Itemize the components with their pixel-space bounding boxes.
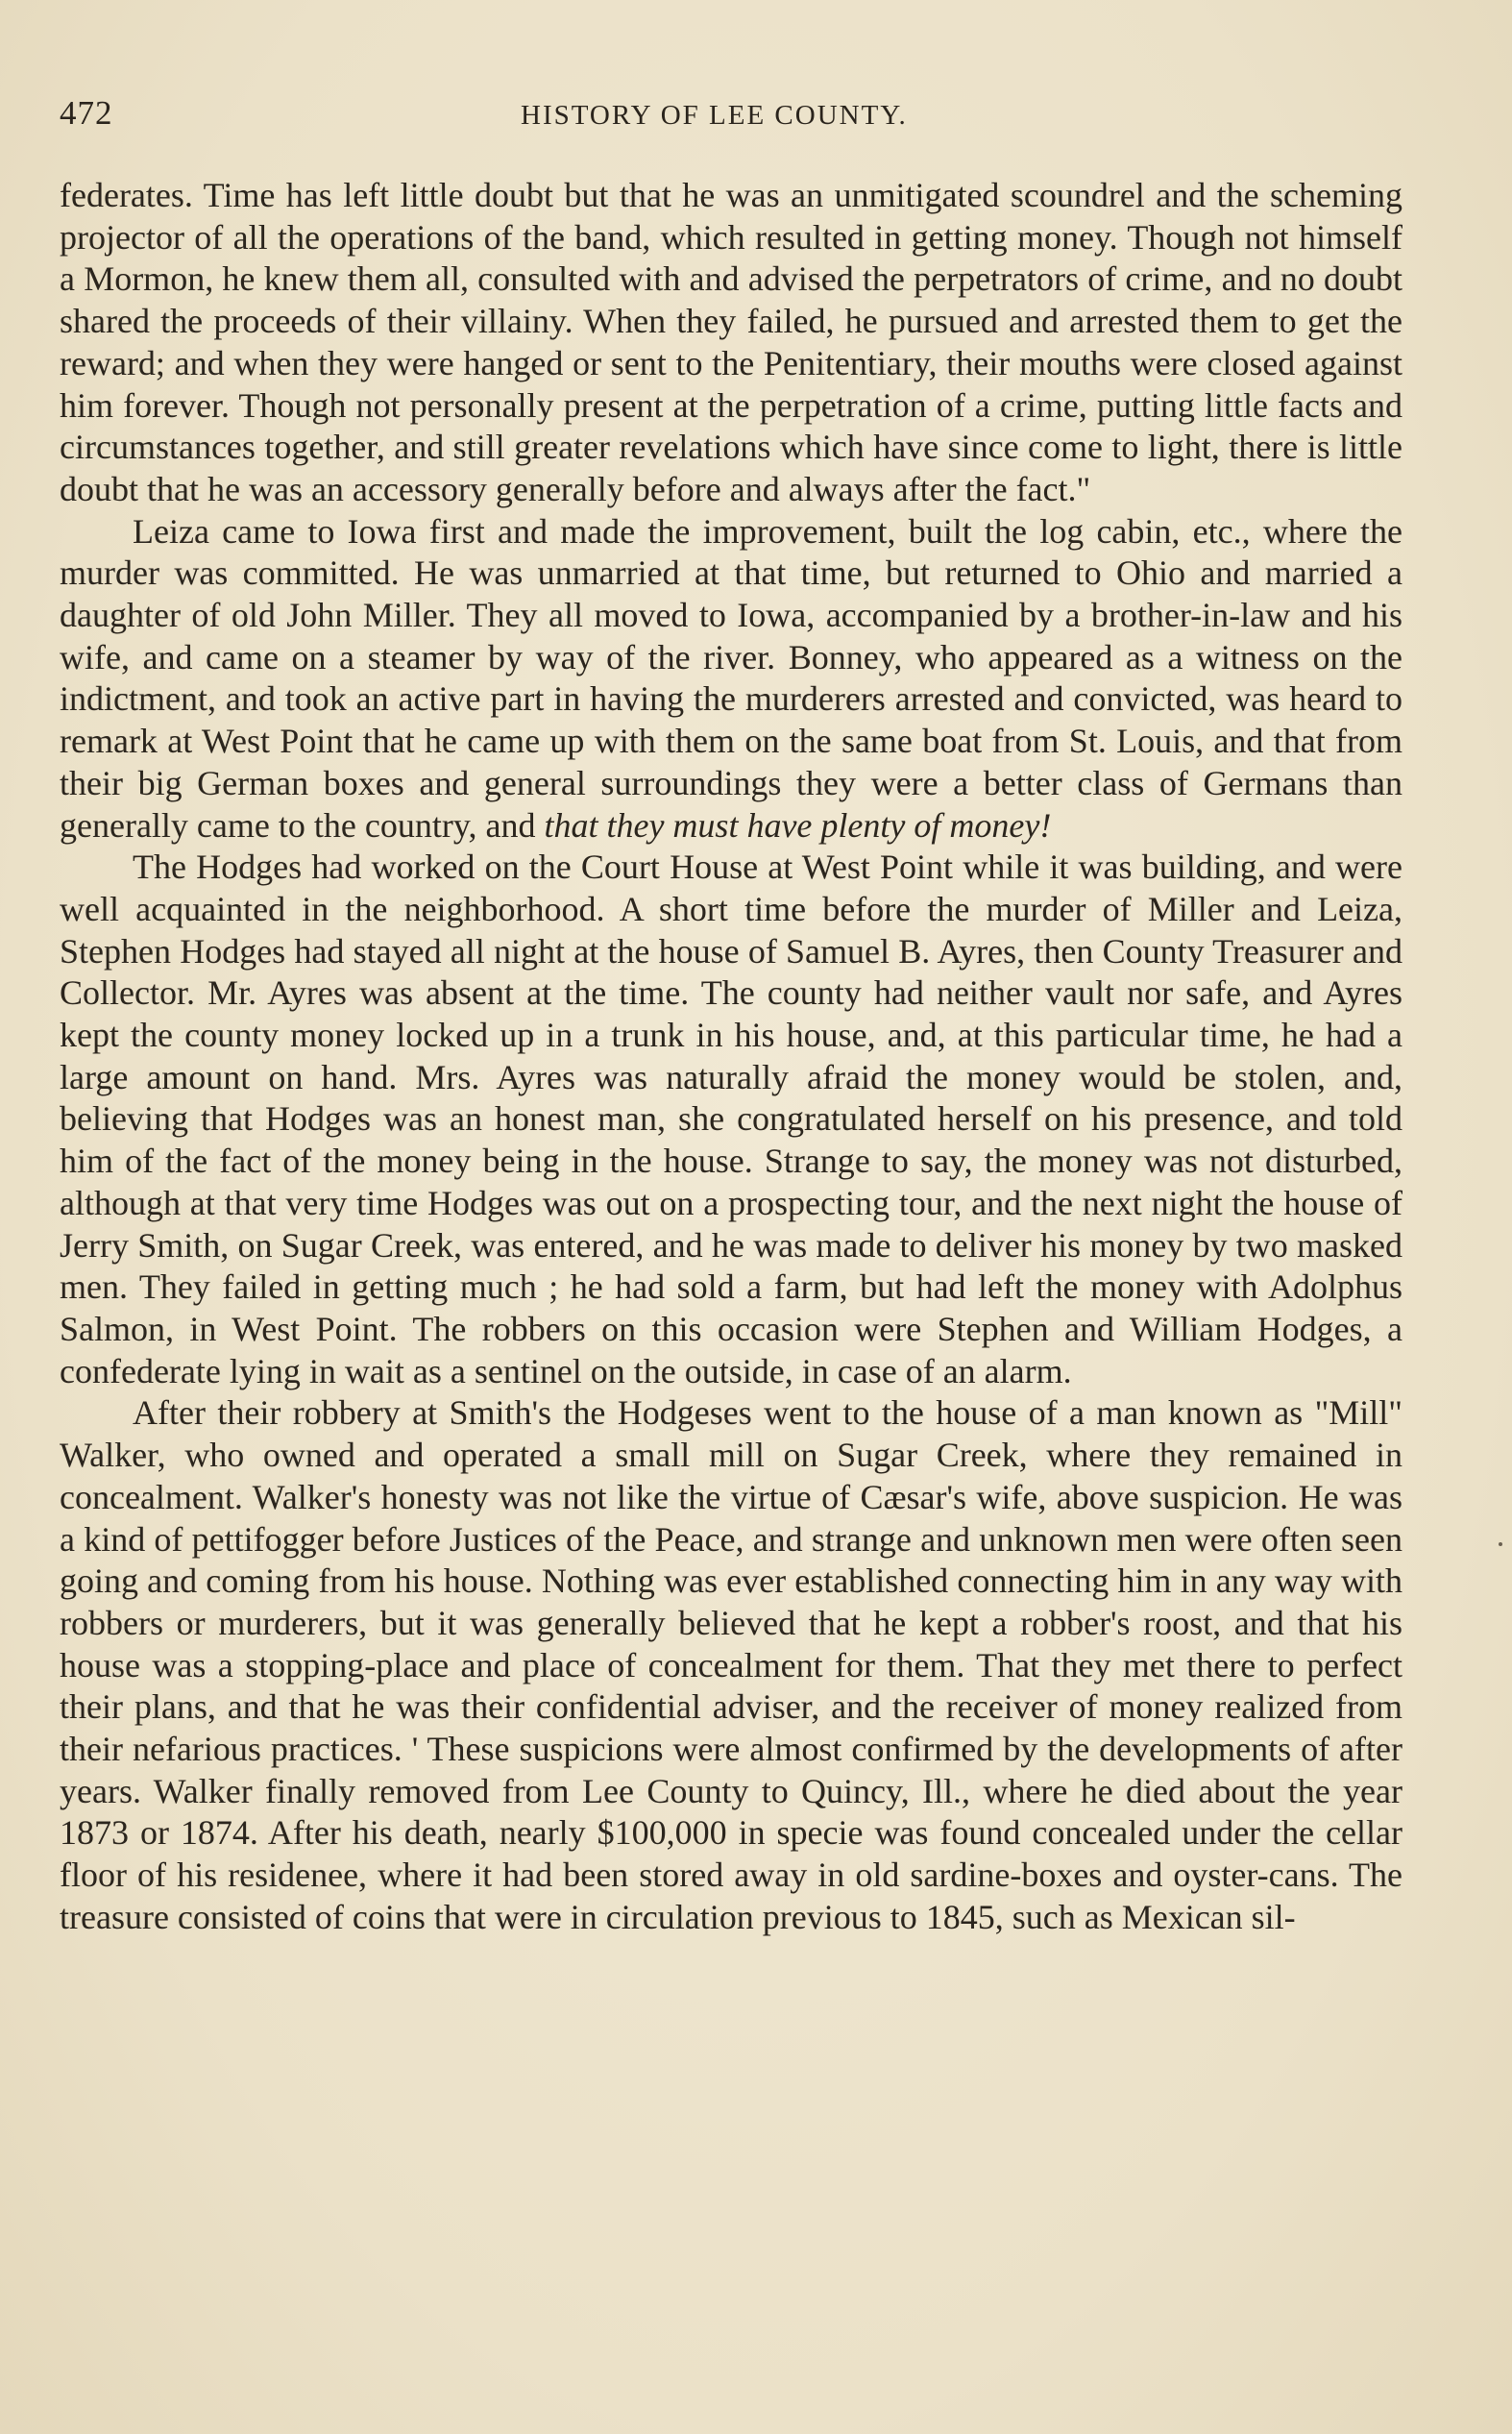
ink-speck: [1499, 1542, 1502, 1546]
body-text: [60, 175, 1402, 1939]
paragraph-1: federates. Time has left little doubt but that he was an unmitigated scoundrel and the scheming projector of all the operations of the band, which resulted in getting money. Though not himself a Mormon, he knew them all, consulted with and advised the perpetrators of crime, and no doubt shared the proceeds of their villainy. When they failed, he pursued and arrested them to get the reward; and when they were hanged or sent to the Penitentiary, their mouths were closed against him forever. Though not personally present at the perpetration of a crime, putting little facts and circumstances together, and still greater revelations which have since come to light, there is little doubt that he was an accessory generally before and always after the fact.": [60, 176, 1402, 508]
page-number: 472: [60, 94, 113, 132]
paragraph-3: The Hodges had worked on the Court House at West Point while it was building, and were well acquainted in the neighborhood. A short time before the murder of Miller and Leiza, Stephen Hodges had stayed all night at the house of Samuel B. Ayres, then County Treasurer and Collector. Mr. Ayres was absent at the time. The county had neither vault nor safe, and Ayres kept the county money locked up in a trunk in his house, and, at this particular time, he had a large amount on hand. Mrs. Ayres was naturally afraid the money would be stolen, and, believing that Hodges was an honest man, she congratulated herself on his presence, and told him of the fact of the money being in the house. Strange to say, the money was not disturbed, although at that very time Hodges was out on a prospecting tour, and the next night the house of Jerry Smith, on Sugar Creek, was entered, and he was made to deliver his money by two masked men. They failed in getting much ; he had sold a farm, but had left the money with Adolphus Salmon, in West Point. The robbers on this occasion were Stephen and William Hodges, a confederate lying in wait as a sentinel on the outside, in case of an alarm.: [60, 848, 1402, 1390]
page-header: [60, 94, 1404, 142]
running-head: HISTORY OF LEE COUNTY.: [521, 100, 908, 131]
paragraph-4: After their robbery at Smith's the Hodgeses went to the house of a man known as "Mill" Walker, who owned and operated a small mill on Sugar Creek, where they remained in concealment. Walker's honesty was not like the virtue of Cæsar's wife, above suspicion. He was a kind of pettifogger before Justices of the Peace, and strange and unknown men were often seen going and coming from his house. Nothing was ever established connecting him in any way with robbers or murderers, but it was generally believed that he kept a robber's roost, and that his house was a stopping-place and place of concealment for them. That they met there to perfect their plans, and that he was their confidential adviser, and the receiver of money realized from their nefarious practices. ' These suspicions were almost confirmed by the developments of after years. Walker finally removed from Lee County to Quincy, Ill., where he died about the year 1873 or 1874. After his death, nearly $100,000 in specie was found concealed under the cellar floor of his residenee, where it had been stored away in old sardine-boxes and oyster-cans. The treasure consisted of coins that were in circulation previous to 1845, such as Mexican sil-: [60, 1393, 1402, 1936]
paragraph-2: [60, 511, 1402, 848]
paragraph-2-text: Leiza came to Iowa first and made the improvement, built the log cabin, etc., where the murder was committed. He was unmarried at that time, but returned to Ohio and married a daughter of old John Miller. They all moved to Iowa, accompanied by a brother-in-law and his wife, and came on a steamer by way of the river. Bonney, who appeared as a witness on the indictment, and took an active part in having the murderers arrested and convicted, was heard to remark at West Point that he came up with them on the same boat from St. Louis, and that from their big German boxes and general surroundings they were a better class of Germans than generally came to the country, and: [60, 511, 1402, 845]
paragraph-2-italic-phrase: that they must have plenty of money!: [544, 805, 1052, 845]
